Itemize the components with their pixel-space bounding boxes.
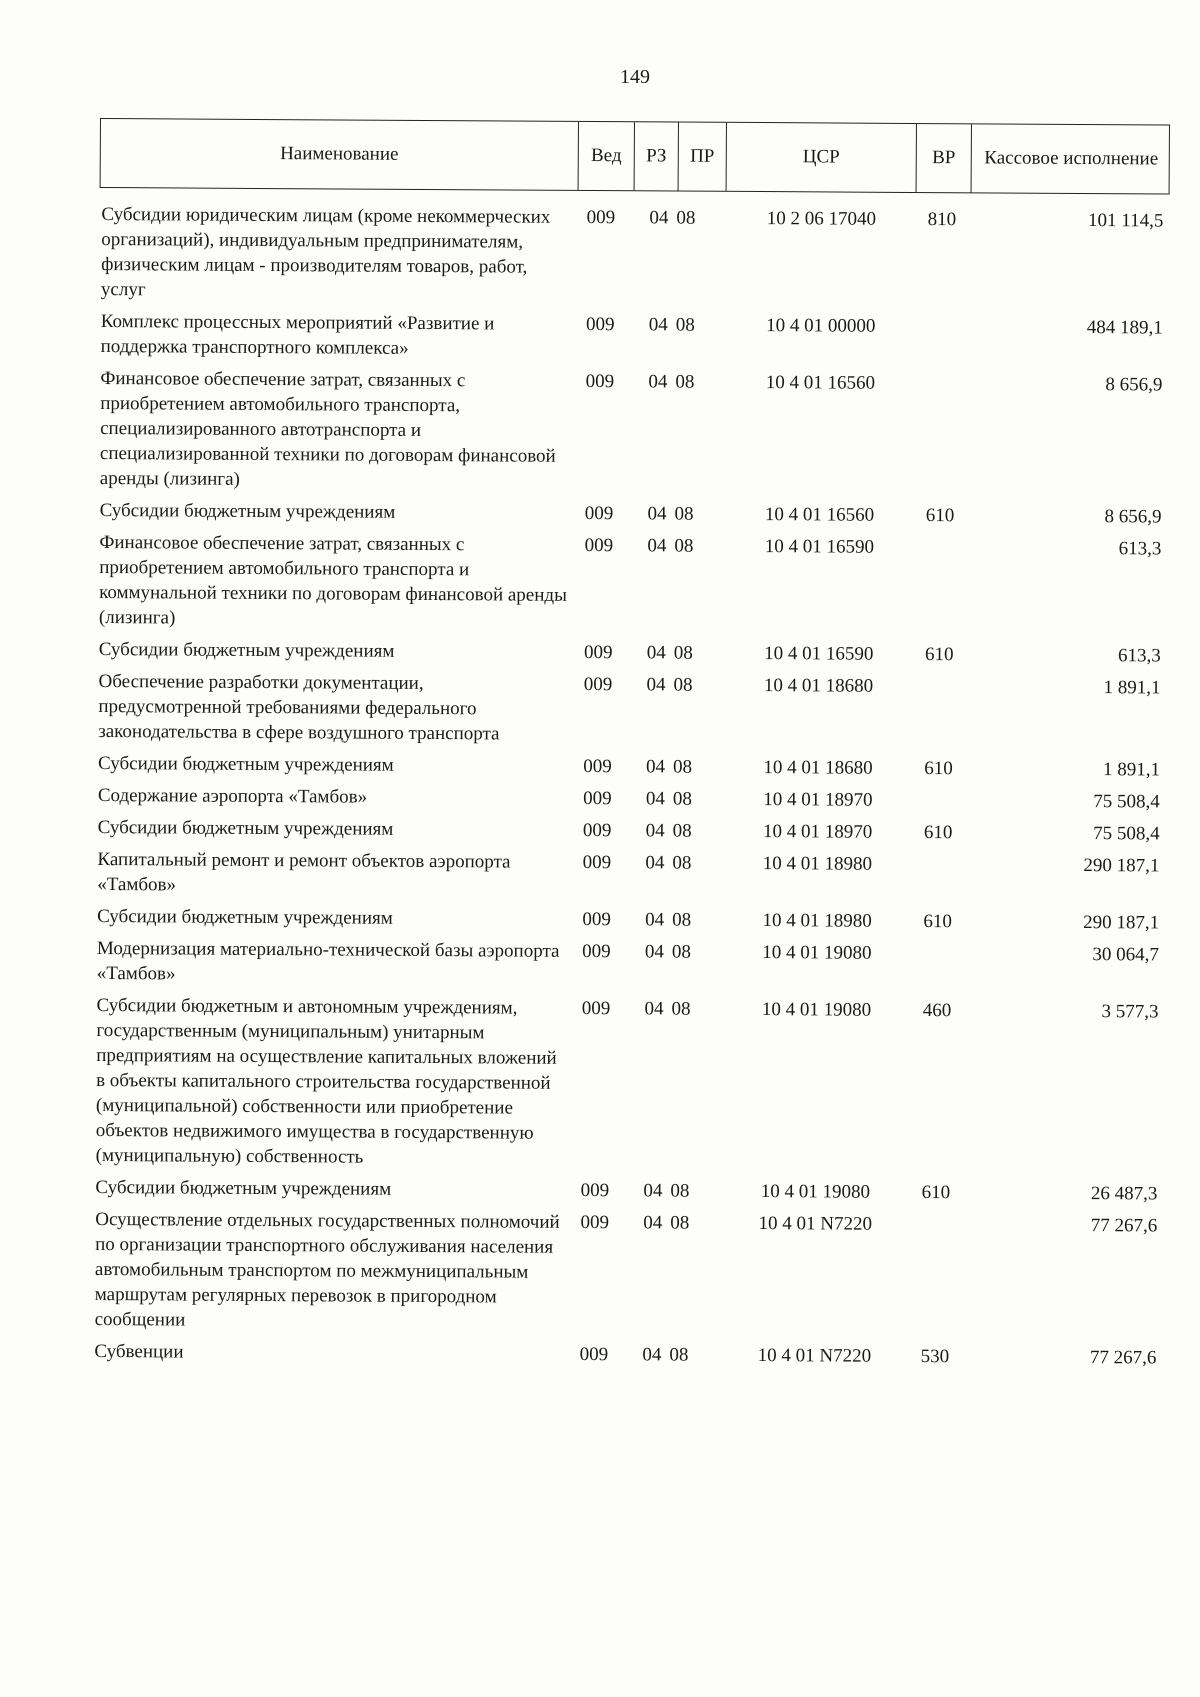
row-pr: 08 — [672, 820, 692, 842]
row-name: Субсидии бюджетным учреждениям — [97, 816, 394, 840]
row-pr: 08 — [669, 1344, 689, 1366]
row-name: Субсидии бюджетным учреждениям — [95, 1176, 392, 1200]
row-vr: 610 — [921, 1182, 951, 1204]
row-amount: 101 114,5 — [1088, 210, 1164, 232]
row-name: Капитальный ремонт и ремонт объектов аэропорта «Тамбов» — [97, 848, 511, 896]
row-rz: 04 — [645, 909, 665, 931]
header-pr: ПР — [678, 123, 726, 191]
row-amount: 1 891,1 — [1103, 677, 1161, 699]
row-csr: 10 4 01 16590 — [764, 643, 874, 665]
row-pr: 08 — [676, 207, 696, 229]
header-name: Наименование — [280, 142, 399, 165]
row-rz: 04 — [649, 207, 669, 229]
row-amount: 290 187,1 — [1083, 912, 1160, 934]
row-amount: 77 267,6 — [1090, 1215, 1158, 1237]
row-csr: 10 2 06 17040 — [766, 208, 877, 230]
row-vr — [914, 314, 969, 364]
row-ved: 009 — [586, 206, 616, 229]
row-rz: 04 — [645, 756, 666, 778]
row-csr: 10 4 01 16560 — [764, 504, 875, 526]
row-pr: 08 — [672, 909, 692, 931]
header-csr: ЦСР — [726, 123, 916, 192]
row-amount: 613,3 — [1117, 645, 1161, 667]
row-name: Содержание аэропорта «Тамбов» — [97, 784, 368, 808]
row-amount: 26 487,3 — [1090, 1183, 1158, 1205]
row-rz: 04 — [646, 642, 666, 664]
row-rz: 04 — [642, 1344, 662, 1366]
row-rz: 04 — [647, 503, 667, 525]
budget-table — [92, 118, 1170, 1378]
table-row — [95, 904, 1165, 936]
row-csr: 10 4 01 00000 — [766, 315, 876, 337]
row-rz: 04 — [645, 788, 665, 810]
header-amount: Кассовое исполнение — [971, 124, 1171, 193]
table-row — [96, 669, 1166, 751]
row-rz: 04 — [645, 852, 665, 874]
row-pr: 08 — [672, 756, 693, 778]
row-name: Субсидии бюджетным учреждениям — [99, 500, 396, 523]
table-row — [92, 1339, 1162, 1371]
row-pr: 08 — [672, 852, 692, 874]
row-name: Субвенции — [94, 1340, 184, 1363]
row-pr: 08 — [670, 1212, 690, 1234]
row-amount: 75 508,4 — [1093, 823, 1160, 845]
row-amount: 75 508,4 — [1093, 791, 1160, 813]
row-csr: 10 4 01 16560 — [765, 372, 876, 394]
row-name: Модернизация материально-технической базы аэропорта «Тамбов» — [96, 937, 560, 985]
row-rz: 04 — [648, 371, 668, 393]
row-amount: 484 189,1 — [1086, 317, 1163, 339]
page-number: 149 — [620, 66, 650, 88]
table-header — [100, 118, 1170, 195]
row-rz: 04 — [647, 535, 667, 557]
row-vr: 530 — [920, 1346, 950, 1368]
row-vr: 610 — [925, 505, 955, 527]
row-csr: 10 4 01 16590 — [764, 536, 875, 558]
table-row — [98, 498, 1168, 530]
row-csr: 10 4 01 18980 — [762, 853, 873, 875]
row-ved: 009 — [584, 534, 614, 557]
row-pr: 08 — [675, 314, 695, 336]
row-csr: 10 4 01 19080 — [760, 1181, 871, 1203]
row-csr: 10 4 01 18980 — [762, 910, 872, 932]
table-row — [96, 815, 1166, 847]
row-ved: 009 — [582, 940, 611, 963]
row-vr — [911, 788, 966, 813]
row-name: Финансовое обеспечение затрат, связанных с приобретением автомобильного транспорта и коммунальной техники по договорам финансовой аренды (лизинга) — [98, 532, 567, 629]
row-name: Субсидии бюджетным учреждениям — [97, 905, 393, 929]
header-vr: ВР — [916, 124, 971, 192]
row-ved: 009 — [585, 370, 615, 393]
table-row — [93, 1207, 1164, 1339]
row-name: Субсидии бюджетным учреждениям — [98, 639, 395, 662]
table-row — [97, 530, 1168, 637]
row-amount: 613,3 — [1118, 538, 1162, 560]
table-row — [95, 847, 1165, 904]
row-csr: 10 4 01 19080 — [761, 999, 872, 1021]
row-pr: 08 — [670, 1180, 690, 1202]
row-amount: 1 891,1 — [1102, 759, 1161, 781]
row-pr: 08 — [673, 642, 693, 664]
row-amount: 290 187,1 — [1083, 855, 1160, 877]
row-vr: 610 — [924, 758, 953, 780]
row-csr: 10 4 01 19080 — [762, 942, 872, 964]
row-csr: 10 4 01 18680 — [763, 757, 873, 779]
row-amount: 30 064,7 — [1092, 944, 1159, 966]
row-rz: 04 — [643, 1212, 663, 1234]
row-ved: 009 — [582, 851, 612, 874]
table-row — [93, 1175, 1163, 1207]
row-ved: 009 — [584, 502, 614, 525]
row-vr — [910, 852, 965, 902]
row-vr: 610 — [924, 644, 954, 666]
row-ved: 009 — [582, 908, 611, 931]
row-name: Осуществление отдельных государственных полномочий по организации транспортного обслуживания населения автомобильным транспортом по межмуниципальным маршрутам регулярных перевозок в пригородном сообщении — [94, 1208, 560, 1331]
table-row — [94, 993, 1165, 1175]
table-row — [99, 202, 1170, 309]
row-amount: 8 656,9 — [1105, 374, 1163, 396]
row-rz: 04 — [643, 1180, 663, 1202]
row-pr: 08 — [673, 674, 693, 696]
row-pr: 08 — [674, 535, 694, 557]
row-ved: 009 — [585, 313, 615, 336]
table-row — [95, 936, 1165, 993]
row-vr — [912, 535, 968, 635]
row-vr: 460 — [922, 1000, 952, 1022]
row-csr: 10 4 01 18970 — [763, 789, 873, 811]
table-row — [97, 637, 1167, 669]
table-row — [98, 366, 1169, 498]
table-row — [96, 783, 1166, 815]
row-amount: 3 577,3 — [1101, 1001, 1159, 1023]
row-name: Субсидии бюджетным и автономным учреждениям, государственным (муниципальным) унитарным предприятиям на осуществление капитальных вложений в объекты капитального строительства государственной (муниципальной) собственности или приобретение объектов недвижимого имущества в государственную (муниципальную) собственность — [95, 994, 557, 1168]
row-ved: 009 — [583, 673, 613, 696]
table-body — [92, 202, 1169, 1371]
row-pr: 08 — [674, 503, 694, 525]
row-pr: 08 — [672, 788, 692, 810]
row-ved: 009 — [579, 1343, 609, 1366]
row-csr: 10 4 01 18680 — [763, 675, 874, 697]
row-ved: 009 — [583, 641, 613, 664]
table-row — [96, 751, 1166, 783]
row-vr — [911, 674, 966, 749]
row-rz: 04 — [644, 998, 664, 1020]
row-csr: 10 4 01 N7220 — [758, 1213, 873, 1235]
row-ved: 009 — [582, 819, 612, 842]
row-rz: 04 — [644, 941, 664, 963]
row-vr — [913, 371, 969, 496]
row-ved: 009 — [580, 1179, 610, 1202]
header-rz: РЗ — [634, 122, 678, 190]
row-csr: 10 4 01 18970 — [762, 821, 873, 843]
row-vr: 610 — [923, 911, 952, 933]
row-amount: 77 267,6 — [1089, 1347, 1157, 1369]
row-rz: 04 — [648, 314, 668, 336]
row-name: Субсидии юридическим лицам (кроме некоммерческих организаций), индивидуальным предпринимателям, физическим лицам - производителям товаров, работ, услуг — [100, 204, 551, 301]
row-pr: 08 — [675, 371, 695, 393]
row-csr: 10 4 01 N7220 — [757, 1345, 872, 1367]
row-name: Субсидии бюджетным учреждениям — [97, 753, 394, 776]
row-name: Обеспечение разработки документации, предусмотренной требованиями федерального законодательства в сфере воздушного транспорта — [98, 671, 500, 745]
row-rz: 04 — [645, 820, 665, 842]
row-ved: 009 — [581, 997, 611, 1020]
row-name: Финансовое обеспечение затрат, связанных с приобретением автомобильного транспорта, специализированного автотранспорта и специализированной техники по договорам финансовой аренды (лизинга) — [99, 368, 556, 490]
row-pr: 08 — [671, 941, 691, 963]
row-vr — [908, 1212, 964, 1337]
row-name: Комплекс процессных мероприятий «Развитие и поддержка транспортного комплекса» — [100, 311, 495, 359]
row-ved: 009 — [580, 1211, 610, 1234]
row-vr — [910, 941, 965, 991]
row-amount: 8 656,9 — [1104, 506, 1162, 528]
row-vr: 610 — [923, 822, 953, 844]
row-pr: 08 — [671, 998, 691, 1020]
header-ved: Вед — [578, 122, 634, 190]
row-rz: 04 — [646, 674, 666, 696]
table-row — [99, 309, 1169, 366]
row-vr: 810 — [927, 209, 957, 231]
row-ved: 009 — [583, 787, 612, 810]
row-ved: 009 — [583, 755, 612, 778]
